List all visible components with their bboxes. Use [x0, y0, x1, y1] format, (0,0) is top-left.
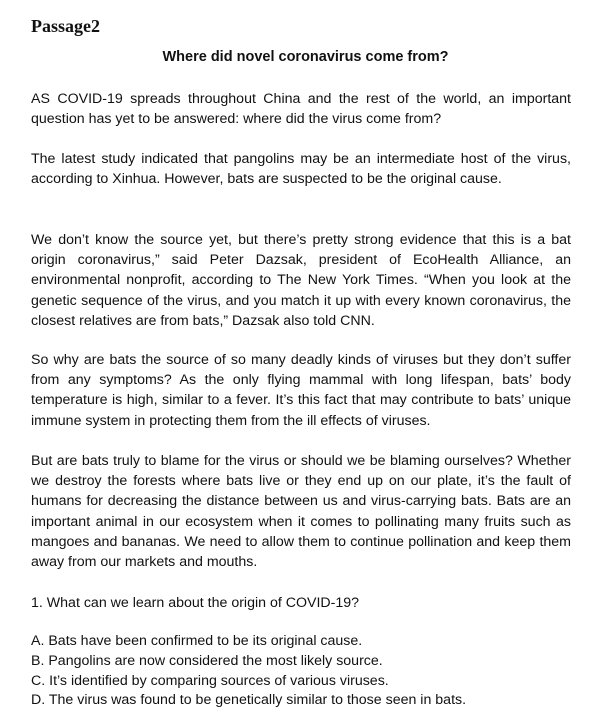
option-b: B. Pangolins are now considered the most likely source. — [31, 652, 383, 669]
passage-title: Where did novel coronavirus come from? — [162, 49, 449, 65]
paragraph-2: The latest study indicated that pangolins may be an intermediate host of the virus, according to Xinhua. However, bats are suspected to be the original cause. — [31, 151, 571, 188]
question-1: 1. What can we learn about the origin of COVID-19? — [31, 595, 360, 611]
option-c: C. It’s identified by comparing sources of various viruses. — [31, 672, 389, 689]
passage-label: Passage2 — [31, 16, 100, 36]
paragraph-5: But are bats truly to blame for the virus or should we be blaming ourselves? Whether we destroy the forests where bats live or they end up on our plate, it’s the fault of humans for decreasing the distance between us and virus-carrying bats. Bats are an important animal in our ecosystem when it comes to pollinating many fruits such as mangoes and bananas. We need to allow them to continue pollination and keep them away from our markets and mouths. — [31, 453, 571, 571]
paragraph-4: So why are bats the source of so many deadly kinds of viruses but they don’t suffer from any symptoms? As the only flying mammal with long lifespan, bats’ body temperature is high, similar to a fever. It’s this fact that may contribute to bats’ unique immune system in protecting them from the ill effects of viruses. — [31, 352, 571, 429]
option-a: A. Bats have been confirmed to be its original cause. — [31, 633, 363, 649]
option-d: D. The virus was found to be genetically similar to those seen in bats. — [31, 692, 467, 709]
answer-options — [31, 632, 466, 711]
paragraph-3: We don’t know the source yet, but there’s pretty strong evidence that this is a bat origin coronavirus,” said Peter Dazsak, president of EcoHealth Alliance, an environmental nonprofit, according to The New York Times. “When you look at the genetic sequence of the virus, and you match it up with every known coronavirus, the closest relatives are from bats,” Dazsak also told CNN. — [31, 232, 571, 329]
paragraph-1: AS COVID-19 spreads throughout China and the rest of the world, an important question has yet to be answered: where did the virus come from? — [31, 91, 571, 128]
